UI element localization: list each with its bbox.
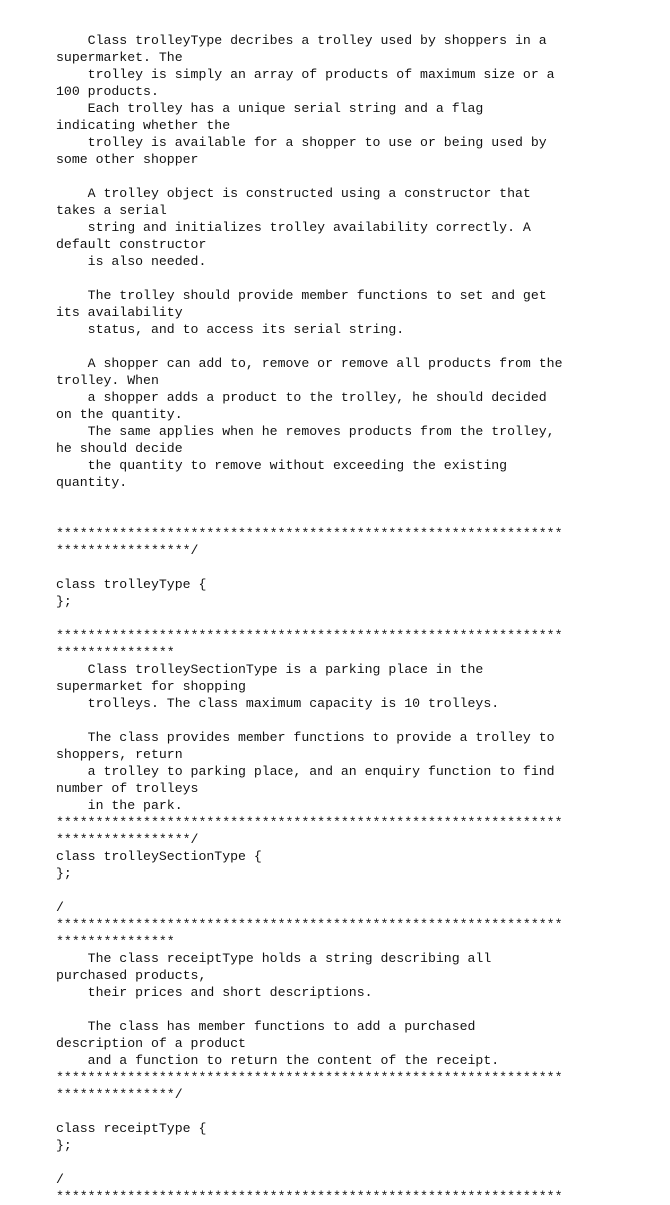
text-line: **************************************************************** bbox=[56, 917, 563, 932]
text-line: The same applies when he removes products from the trolley, bbox=[56, 424, 555, 439]
text-line: / bbox=[56, 1172, 64, 1187]
text-line: ***************/ bbox=[56, 1087, 183, 1102]
text-line: description of a product bbox=[56, 1036, 246, 1051]
text-line: trolleys. The class maximum capacity is 10 trolleys. bbox=[56, 696, 500, 711]
text-line: A shopper can add to, remove or remove all products from the bbox=[56, 356, 563, 371]
text-line bbox=[56, 508, 656, 525]
text-line: a trolley to parking place, and an enquiry function to find bbox=[56, 764, 555, 779]
text-line: the quantity to remove without exceeding the existing bbox=[56, 458, 508, 473]
text-line: string and initializes trolley availability correctly. A bbox=[56, 220, 531, 235]
text-line: a shopper adds a product to the trolley, he should decided bbox=[56, 390, 547, 405]
text-line: on the quantity. bbox=[56, 407, 183, 422]
text-line: their prices and short descriptions. bbox=[56, 985, 373, 1000]
text-line bbox=[56, 559, 656, 576]
text-line bbox=[56, 882, 656, 899]
text-line: status, and to access its serial string. bbox=[56, 322, 405, 337]
text-line: supermarket. The bbox=[56, 50, 183, 65]
text-line: A trolley object is constructed using a constructor that bbox=[56, 186, 531, 201]
text-line: *****************/ bbox=[56, 543, 199, 558]
text-line: number of trolleys bbox=[56, 781, 199, 796]
text-line bbox=[56, 1154, 656, 1171]
text-line bbox=[56, 712, 656, 729]
text-line: is also needed. bbox=[56, 254, 207, 269]
text-line: **************************************************************** bbox=[56, 628, 563, 643]
text-line: trolley. When bbox=[56, 373, 159, 388]
text-line: class trolleyType { bbox=[56, 577, 207, 592]
document-page bbox=[56, 32, 656, 1205]
text-line: The class receiptType holds a string describing all bbox=[56, 951, 492, 966]
text-line: **************************************************************** bbox=[56, 815, 563, 830]
text-line: in the park. bbox=[56, 798, 183, 813]
text-line bbox=[56, 270, 656, 287]
text-line: The class provides member functions to provide a trolley to bbox=[56, 730, 555, 745]
text-line: }; bbox=[56, 866, 72, 881]
text-line bbox=[56, 168, 656, 185]
text-line: 100 products. bbox=[56, 84, 159, 99]
text-line: }; bbox=[56, 594, 72, 609]
text-line bbox=[56, 610, 656, 627]
text-line: }; bbox=[56, 1138, 72, 1153]
text-line: Class trolleySectionType is a parking place in the bbox=[56, 662, 484, 677]
text-line bbox=[56, 1001, 656, 1018]
text-line: shoppers, return bbox=[56, 747, 183, 762]
text-line: its availability bbox=[56, 305, 183, 320]
text-line: trolley is simply an array of products of maximum size or a bbox=[56, 67, 555, 82]
text-line: The trolley should provide member functions to set and get bbox=[56, 288, 547, 303]
text-line: purchased products, bbox=[56, 968, 207, 983]
text-line bbox=[56, 1103, 656, 1120]
text-line: indicating whether the bbox=[56, 118, 231, 133]
text-line: he should decide bbox=[56, 441, 183, 456]
text-line: and a function to return the content of the receipt. bbox=[56, 1053, 500, 1068]
text-line: **************************************************************** bbox=[56, 1070, 563, 1085]
text-line: trolley is available for a shopper to use or being used by bbox=[56, 135, 547, 150]
text-line: **************************************************************** bbox=[56, 526, 563, 541]
text-line: The class has member functions to add a purchased bbox=[56, 1019, 476, 1034]
text-line: / bbox=[56, 900, 64, 915]
text-line bbox=[56, 491, 656, 508]
text-line: *************** bbox=[56, 645, 175, 660]
text-line: Class trolleyType decribes a trolley used by shoppers in a bbox=[56, 33, 547, 48]
text-line: some other shopper bbox=[56, 152, 199, 167]
text-line: class receiptType { bbox=[56, 1121, 207, 1136]
text-line: Each trolley has a unique serial string and a flag bbox=[56, 101, 484, 116]
text-line: **************************************************************** bbox=[56, 1189, 563, 1204]
text-line: supermarket for shopping bbox=[56, 679, 246, 694]
text-line: default constructor bbox=[56, 237, 207, 252]
text-line: *************** bbox=[56, 934, 175, 949]
text-line: takes a serial bbox=[56, 203, 167, 218]
text-line bbox=[56, 338, 656, 355]
text-line: *****************/ bbox=[56, 832, 199, 847]
text-line: class trolleySectionType { bbox=[56, 849, 262, 864]
text-line: quantity. bbox=[56, 475, 128, 490]
